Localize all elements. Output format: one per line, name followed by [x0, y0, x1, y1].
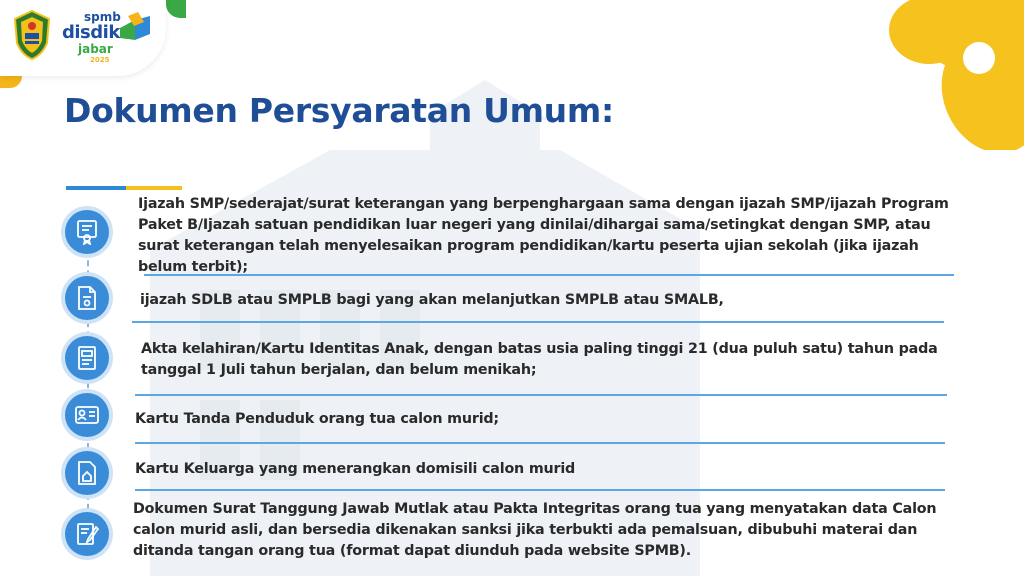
requirement-item-4: Kartu Tanda Penduduk orang tua calon murid;: [135, 411, 499, 427]
requirement-item-1: Ijazah SMP/sederajat/surat keterangan yang berpenghargaan sama dengan ijazah SMP/ijazah Program Paket B/Ijazah satuan pendidikan luar negeri yang dinilai/dihargai sama/setingkat dengan SMP, atau surat keterangan telah menyelesaikan program pendidikan/kartu peserta ujian sekolah (jika ijazah belum terbit);: [138, 196, 949, 275]
logo-card: [0, 0, 166, 76]
brand-jabar-text: jabar: [78, 42, 113, 56]
certificate-icon: [65, 210, 109, 254]
separator-5: [135, 489, 945, 491]
requirement-item-6: Dokumen Surat Tanggung Jawab Mutlak atau Pakta Integritas orang tua yang menyatakan data Calon calon murid asli, dan bersedia dikenakan sanksi jika terbukti ada pemalsuan, dibubuhi materai dan ditanda tangan orang tua (format dapat diunduh pada website SPMB).: [133, 501, 937, 559]
decorative-flower: [834, 0, 1024, 150]
page-title: Dokumen Persyaratan Umum:: [64, 91, 614, 130]
separator-1: [144, 274, 954, 276]
brand-disdik-text: disdik: [62, 22, 120, 43]
open-book-icon: [118, 12, 152, 42]
document-seal-icon: [65, 276, 109, 320]
id-card-icon: [65, 393, 109, 437]
brand-spmb-text: spmb: [84, 10, 121, 24]
requirement-item-2: ijazah SDLB atau SMPLB bagi yang akan melanjutkan SMPLB atau SMALB,: [140, 292, 724, 308]
requirement-item-3: Akta kelahiran/Kartu Identitas Anak, dengan batas usia paling tinggi 21 (dua puluh satu) tahun pada tanggal 1 Juli tahun berjalan, dan belum menikah;: [141, 341, 938, 378]
requirement-item-5: Kartu Keluarga yang menerangkan domisili calon murid: [135, 461, 576, 477]
title-accent-yellow: [126, 186, 182, 190]
spmb-brand-logo: [62, 10, 162, 68]
pen-document-icon: [65, 512, 109, 556]
brand-year-text: 2025: [90, 56, 110, 64]
separator-2: [132, 321, 944, 323]
separator-3: [135, 394, 947, 396]
house-document-icon: [65, 451, 109, 495]
title-accent-blue: [66, 186, 126, 190]
west-java-emblem-icon: [12, 9, 52, 61]
separator-4: [135, 442, 945, 444]
form-document-icon: [65, 336, 109, 380]
